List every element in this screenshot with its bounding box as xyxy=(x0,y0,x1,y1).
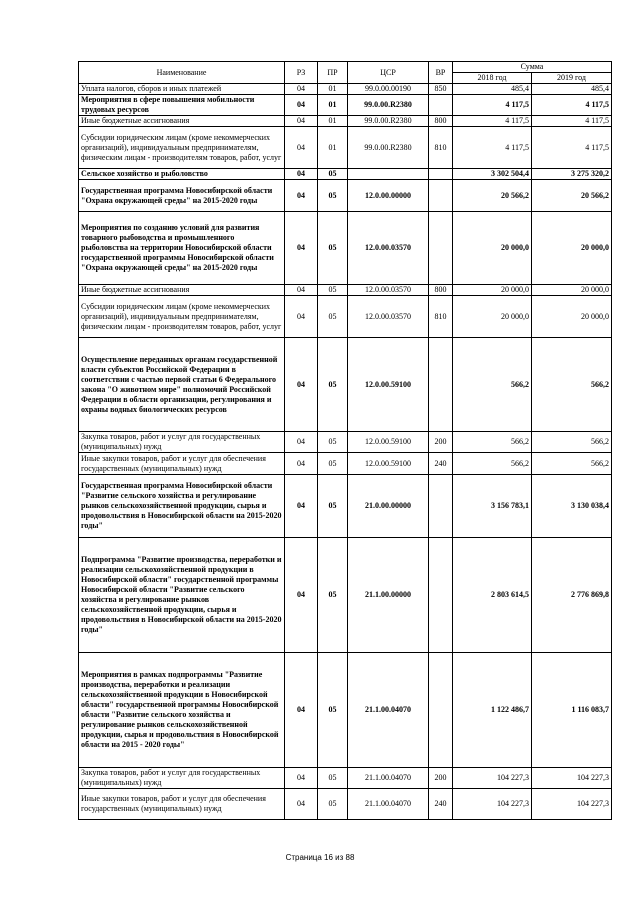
cell-y2018: 104 227,3 xyxy=(453,768,532,789)
table-row xyxy=(79,653,612,768)
cell-y2019: 2 776 869,8 xyxy=(532,538,612,653)
cell-rz: 04 xyxy=(285,475,318,538)
cell-name: Подпрограмма "Развитие производства, переработки и реализации сельскохозяйственной продукции в Новосибирской области" государственной программы Новосибирской области "Развитие сельского хозяйства и регулирование рынков сельскохозяйственной продукции, сырья и продовольствия в Новосибирской области на 2015-2020 годы" xyxy=(79,538,285,653)
table-row xyxy=(79,116,612,127)
cell-y2019: 20 566,2 xyxy=(532,180,612,212)
cell-y2019: 566,2 xyxy=(532,453,612,475)
table-row xyxy=(79,169,612,180)
cell-name: Закупка товаров, работ и услуг для государственных (муниципальных) нужд xyxy=(79,432,285,453)
cell-name: Государственная программа Новосибирской области "Охрана окружающей среды" на 2015-2020 годы xyxy=(79,180,285,212)
cell-name: Мероприятия в сфере повышения мобильности трудовых ресурсов xyxy=(79,95,285,116)
cell-pr: 05 xyxy=(318,180,348,212)
cell-y2019: 104 227,3 xyxy=(532,789,612,820)
cell-rz: 04 xyxy=(285,127,318,169)
cell-vr xyxy=(429,95,453,116)
cell-y2018: 4 117,5 xyxy=(453,127,532,169)
cell-rz: 04 xyxy=(285,116,318,127)
table-row xyxy=(79,296,612,338)
cell-csr: 12.0.00.59100 xyxy=(348,432,429,453)
cell-pr: 05 xyxy=(318,653,348,768)
cell-pr: 05 xyxy=(318,296,348,338)
cell-y2018: 485,4 xyxy=(453,84,532,95)
cell-y2019: 4 117,5 xyxy=(532,95,612,116)
cell-rz: 04 xyxy=(285,538,318,653)
page-number: Страница 16 из 88 xyxy=(285,853,355,862)
cell-pr: 05 xyxy=(318,432,348,453)
cell-name: Закупка товаров, работ и услуг для государственных (муниципальных) нужд xyxy=(79,768,285,789)
cell-name: Мероприятия по созданию условий для развития товарного рыбоводства и промышленного рыболовства на территории Новосибирской области государственной программы Новосибирской области "Охрана окружающей среды" на 2015-2020 годы xyxy=(79,212,285,285)
table-row xyxy=(79,768,612,789)
cell-y2018: 3 302 504,4 xyxy=(453,169,532,180)
cell-y2019: 3 275 320,2 xyxy=(532,169,612,180)
table-row xyxy=(79,475,612,538)
cell-y2019: 3 130 038,4 xyxy=(532,475,612,538)
cell-name: Иные бюджетные ассигнования xyxy=(79,285,285,296)
table-row xyxy=(79,84,612,95)
cell-vr: 240 xyxy=(429,789,453,820)
cell-csr: 21.1.00.00000 xyxy=(348,538,429,653)
table-body xyxy=(79,84,612,820)
cell-vr xyxy=(429,653,453,768)
cell-pr: 05 xyxy=(318,768,348,789)
cell-y2019: 485,4 xyxy=(532,84,612,95)
cell-rz: 04 xyxy=(285,84,318,95)
cell-y2019: 1 116 083,7 xyxy=(532,653,612,768)
cell-rz: 04 xyxy=(285,432,318,453)
cell-rz: 04 xyxy=(285,338,318,432)
cell-vr: 240 xyxy=(429,453,453,475)
cell-vr xyxy=(429,169,453,180)
cell-vr: 800 xyxy=(429,285,453,296)
cell-y2018: 20 000,0 xyxy=(453,212,532,285)
cell-pr: 01 xyxy=(318,116,348,127)
table-row xyxy=(79,285,612,296)
cell-name: Сельское хозяйство и рыболовство xyxy=(79,169,285,180)
cell-rz: 04 xyxy=(285,789,318,820)
table-row xyxy=(79,432,612,453)
cell-pr: 05 xyxy=(318,475,348,538)
cell-y2018: 2 803 614,5 xyxy=(453,538,532,653)
cell-y2018: 20 000,0 xyxy=(453,296,532,338)
cell-pr: 05 xyxy=(318,212,348,285)
cell-pr: 05 xyxy=(318,789,348,820)
table-row xyxy=(79,95,612,116)
cell-csr: 12.0.00.03570 xyxy=(348,296,429,338)
cell-y2019: 20 000,0 xyxy=(532,296,612,338)
cell-vr xyxy=(429,475,453,538)
cell-vr xyxy=(429,212,453,285)
cell-rz: 04 xyxy=(285,285,318,296)
header-rz: РЗ xyxy=(285,62,318,84)
cell-vr xyxy=(429,538,453,653)
cell-y2018: 104 227,3 xyxy=(453,789,532,820)
table-header xyxy=(79,62,612,84)
cell-csr: 99.0.00.00190 xyxy=(348,84,429,95)
cell-csr: 12.0.00.59100 xyxy=(348,453,429,475)
cell-name: Государственная программа Новосибирской области "Развитие сельского хозяйства и регулирование рынков сельскохозяйственной продукции, сырья и продовольствия в Новосибирской области на 2015-2020 годы" xyxy=(79,475,285,538)
table-row xyxy=(79,127,612,169)
cell-vr xyxy=(429,180,453,212)
cell-rz: 04 xyxy=(285,453,318,475)
cell-rz: 04 xyxy=(285,169,318,180)
cell-vr xyxy=(429,338,453,432)
cell-y2018: 4 117,5 xyxy=(453,116,532,127)
cell-y2018: 566,2 xyxy=(453,453,532,475)
cell-csr: 21.0.00.00000 xyxy=(348,475,429,538)
cell-y2019: 104 227,3 xyxy=(532,768,612,789)
cell-name: Иные закупки товаров, работ и услуг для обеспечения государственных (муниципальных) нужд xyxy=(79,789,285,820)
cell-csr: 12.0.00.59100 xyxy=(348,338,429,432)
cell-vr: 200 xyxy=(429,432,453,453)
cell-y2019: 20 000,0 xyxy=(532,212,612,285)
header-pr: ПР xyxy=(318,62,348,84)
cell-name: Уплата налогов, сборов и иных платежей xyxy=(79,84,285,95)
cell-vr: 810 xyxy=(429,127,453,169)
cell-pr: 05 xyxy=(318,169,348,180)
cell-y2019: 4 117,5 xyxy=(532,116,612,127)
cell-y2018: 566,2 xyxy=(453,432,532,453)
cell-csr: 99.0.00.R2380 xyxy=(348,116,429,127)
budget-table xyxy=(78,61,612,820)
cell-y2018: 4 117,5 xyxy=(453,95,532,116)
header-name: Наименование xyxy=(79,62,285,84)
header-csr: ЦСР xyxy=(348,62,429,84)
cell-rz: 04 xyxy=(285,212,318,285)
cell-csr: 21.1.00.04070 xyxy=(348,789,429,820)
cell-y2018: 3 156 783,1 xyxy=(453,475,532,538)
header-2019: 2019 год xyxy=(532,73,612,84)
table-row xyxy=(79,180,612,212)
cell-y2019: 566,2 xyxy=(532,338,612,432)
cell-pr: 05 xyxy=(318,538,348,653)
cell-rz: 04 xyxy=(285,180,318,212)
table-row xyxy=(79,538,612,653)
cell-name: Осуществление переданных органам государственной власти субъектов Российской Федерации в соответствии с частью первой статьи 6 Федерального закона "О животном мире" полномочий Российской Федерации в области организации, регулирования и охраны водных биологических ресурсов xyxy=(79,338,285,432)
table-row xyxy=(79,789,612,820)
cell-y2018: 566,2 xyxy=(453,338,532,432)
cell-y2018: 20 566,2 xyxy=(453,180,532,212)
cell-name: Субсидии юридическим лицам (кроме некоммерческих организаций), индивидуальным предпринимателям, физическим лицам - производителям товаров, работ, услуг xyxy=(79,296,285,338)
cell-pr: 05 xyxy=(318,338,348,432)
header-2018: 2018 год xyxy=(453,73,532,84)
table-row xyxy=(79,338,612,432)
cell-pr: 01 xyxy=(318,127,348,169)
cell-name: Иные бюджетные ассигнования xyxy=(79,116,285,127)
cell-csr: 12.0.00.03570 xyxy=(348,212,429,285)
cell-pr: 01 xyxy=(318,84,348,95)
cell-csr: 21.1.00.04070 xyxy=(348,653,429,768)
table-row xyxy=(79,453,612,475)
header-vr: ВР xyxy=(429,62,453,84)
cell-name: Мероприятия в рамках подпрограммы "Развитие производства, переработки и реализации сельскохозяйственной продукции в Новосибирской области" государственной программы Новосибирской области "Развитие сельского хозяйства и регулирование рынков сельскохозяйственной продукции, сырья и продовольствия в Новосибирской области на 2015 - 2020 годы" xyxy=(79,653,285,768)
cell-y2019: 20 000,0 xyxy=(532,285,612,296)
cell-rz: 04 xyxy=(285,653,318,768)
cell-csr: 12.0.00.00000 xyxy=(348,180,429,212)
cell-pr: 05 xyxy=(318,453,348,475)
cell-csr: 12.0.00.03570 xyxy=(348,285,429,296)
cell-name: Иные закупки товаров, работ и услуг для обеспечения государственных (муниципальных) нужд xyxy=(79,453,285,475)
cell-y2018: 1 122 486,7 xyxy=(453,653,532,768)
cell-y2018: 20 000,0 xyxy=(453,285,532,296)
cell-vr: 810 xyxy=(429,296,453,338)
cell-rz: 04 xyxy=(285,95,318,116)
cell-vr: 800 xyxy=(429,116,453,127)
cell-vr: 850 xyxy=(429,84,453,95)
header-sum: Сумма xyxy=(453,62,612,73)
cell-csr: 99.0.00.R2380 xyxy=(348,127,429,169)
table-row xyxy=(79,212,612,285)
cell-csr: 99.0.00.R2380 xyxy=(348,95,429,116)
cell-vr: 200 xyxy=(429,768,453,789)
cell-csr xyxy=(348,169,429,180)
cell-pr: 01 xyxy=(318,95,348,116)
cell-rz: 04 xyxy=(285,296,318,338)
cell-csr: 21.1.00.04070 xyxy=(348,768,429,789)
cell-y2019: 566,2 xyxy=(532,432,612,453)
cell-pr: 05 xyxy=(318,285,348,296)
cell-y2019: 4 117,5 xyxy=(532,127,612,169)
cell-name: Субсидии юридическим лицам (кроме некоммерческих организаций), индивидуальным предпринимателям, физическим лицам - производителям товаров, работ, услуг xyxy=(79,127,285,169)
cell-rz: 04 xyxy=(285,768,318,789)
